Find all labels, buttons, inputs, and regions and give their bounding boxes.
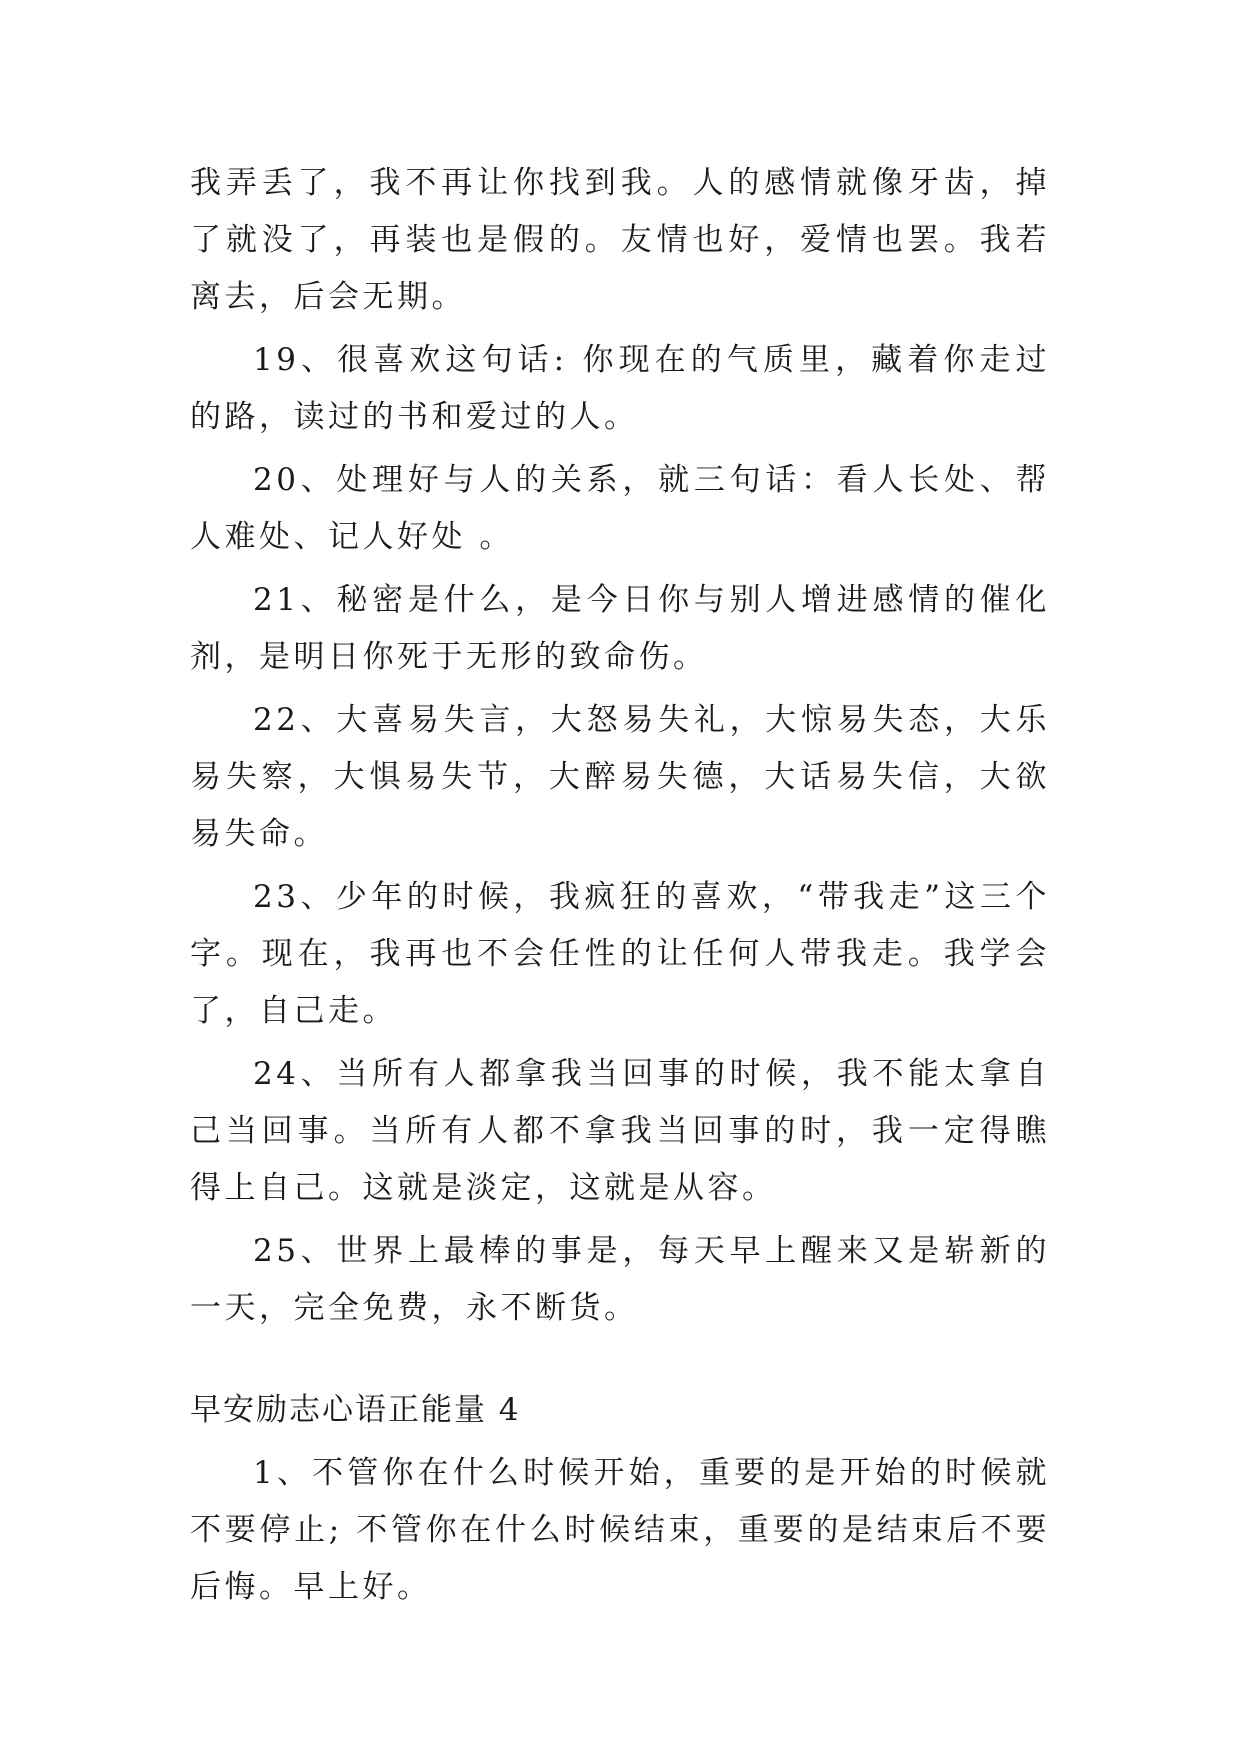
page-content	[190, 155, 1050, 1622]
paragraph-item-21: 21、秘密是什么，是今日你与别人增进感情的催化剂，是明日你死于无形的致命伤。	[190, 582, 1050, 675]
paragraph-item-23: 23、少年的时候，我疯狂的喜欢，“带我走”这三个字。现在，我再也不会任性的让任何人带我走。我学会了，自己走。	[190, 879, 1050, 1029]
paragraph-continuation: 我弄丢了，我不再让你找到我。人的感情就像牙齿，掉了就没了，再装也是假的。友情也好，爱情也罢。我若离去，后会无期。	[190, 165, 1050, 315]
paragraph-item-22: 22、大喜易失言，大怒易失礼，大惊易失态，大乐易失察，大惧易失节，大醉易失德，大话易失信，大欲易失命。	[190, 702, 1050, 852]
section-title: 早安励志心语正能量 4	[190, 1392, 521, 1428]
paragraph-item-25: 25、世界上最棒的事是，每天早上醒来又是崭新的一天，完全免费，永不断货。	[190, 1233, 1050, 1326]
paragraph-item-24: 24、当所有人都拿我当回事的时候，我不能太拿自己当回事。当所有人都不拿我当回事的时，我一定得瞧得上自己。这就是淡定，这就是从容。	[190, 1056, 1050, 1206]
paragraph-item-1: 1、不管你在什么时候开始，重要的是开始的时候就不要停止; 不管你在什么时候结束，重要的是结束后不要后悔。早上好。	[190, 1455, 1050, 1605]
paragraph-item-20: 20、处理好与人的关系，就三句话：看人长处、帮人难处、记人好处 。	[190, 462, 1050, 555]
paragraph-item-19: 19、很喜欢这句话: 你现在的气质里，藏着你走过的路，读过的书和爱过的人。	[190, 342, 1050, 435]
